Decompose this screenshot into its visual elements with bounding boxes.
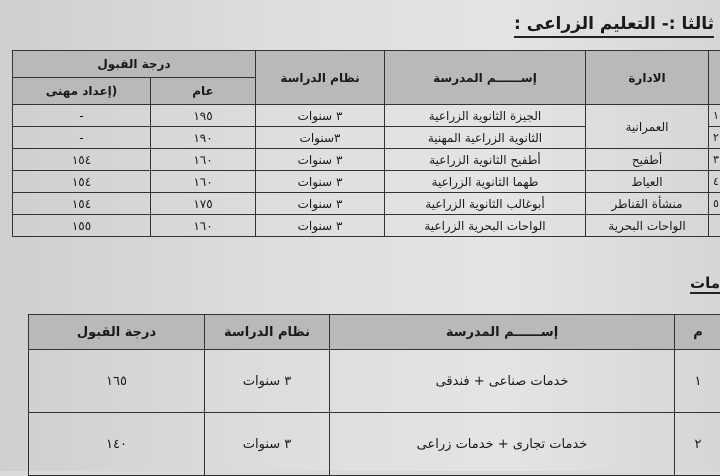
cell-idara: العياط <box>586 171 709 193</box>
table-row <box>13 171 720 193</box>
table-row <box>29 413 720 476</box>
edge-column-header <box>709 51 720 105</box>
table-row <box>13 149 720 171</box>
cell-idara: منشأة القناطر <box>586 193 709 215</box>
header-vocational: (إعداد مهنى <box>13 78 151 105</box>
header-general: عام <box>151 78 256 105</box>
cell-general: ١٦٠ <box>151 149 256 171</box>
cell-general: ١٦٠ <box>151 215 256 237</box>
header-school: إســــــم المدرسة <box>330 315 675 350</box>
cell-system: ٣ سنوات <box>256 149 385 171</box>
agricultural-schools-table <box>12 50 720 237</box>
cell-acceptance: ١٤٠ <box>29 413 205 476</box>
cell-system: ٣ سنوات <box>256 215 385 237</box>
cell-num: ١ <box>675 350 720 413</box>
cell-school: الثانوية الزراعية المهنية <box>385 127 586 149</box>
cell-idara: العمرانية <box>586 105 709 149</box>
edge-number: ٤ <box>709 171 720 193</box>
cell-general: ١٦٠ <box>151 171 256 193</box>
cell-school: أبوغالب الثانوية الزراعية <box>385 193 586 215</box>
cell-school: الواحات البحرية الزراعية <box>385 215 586 237</box>
table-header-row <box>29 315 720 350</box>
cell-school: أطفيح الثانوية الزراعية <box>385 149 586 171</box>
header-acceptance: درجة القبول <box>13 51 256 78</box>
cell-system: ٣سنوات <box>256 127 385 149</box>
section-title: ثالثا :- التعليم الزراعى : <box>514 14 714 38</box>
cell-general: ١٩٠ <box>151 127 256 149</box>
cell-vocational: ١٥٤ <box>13 171 151 193</box>
services-schools-table <box>28 314 720 476</box>
table-row <box>13 215 720 237</box>
cell-system: ٣ سنوات <box>256 193 385 215</box>
cell-general: ١٩٥ <box>151 105 256 127</box>
cell-system: ٣ سنوات <box>205 350 330 413</box>
header-acceptance: درجة القبول <box>29 315 205 350</box>
cell-school: الجيزة الثانوية الزراعية <box>385 105 586 127</box>
table-row <box>13 193 720 215</box>
table-header-row <box>13 51 720 78</box>
edge-number: ٥ <box>709 193 720 215</box>
table-row <box>29 350 720 413</box>
cell-school: خدمات تجارى + خدمات زراعى <box>330 413 675 476</box>
cell-vocational: ١٥٤ <box>13 149 151 171</box>
header-school: إســــــم المدرسة <box>385 51 586 105</box>
cell-idara: أطفيح <box>586 149 709 171</box>
cell-system: ٣ سنوات <box>256 171 385 193</box>
cell-vocational: - <box>13 105 151 127</box>
cell-school: طهما الثانوية الزراعية <box>385 171 586 193</box>
edge-number: ٣ <box>709 149 720 171</box>
cell-num: ٢ <box>675 413 720 476</box>
edge-number: ١ <box>709 105 720 127</box>
cell-system: ٣ سنوات <box>205 413 330 476</box>
cell-general: ١٧٥ <box>151 193 256 215</box>
cell-vocational: - <box>13 127 151 149</box>
cell-idara: الواحات البحرية <box>586 215 709 237</box>
header-system: نظام الدراسة <box>256 51 385 105</box>
edge-number <box>709 215 720 237</box>
header-system: نظام الدراسة <box>205 315 330 350</box>
section-heading-fragment: مات <box>690 274 720 294</box>
header-idara: الادارة <box>586 51 709 105</box>
cell-vocational: ١٥٤ <box>13 193 151 215</box>
cell-vocational: ١٥٥ <box>13 215 151 237</box>
edge-number: ٢ <box>709 127 720 149</box>
header-num: م <box>675 315 720 350</box>
cell-school: خدمات صناعى + فندقى <box>330 350 675 413</box>
table-row <box>13 105 720 127</box>
cell-acceptance: ١٦٥ <box>29 350 205 413</box>
cell-system: ٣ سنوات <box>256 105 385 127</box>
